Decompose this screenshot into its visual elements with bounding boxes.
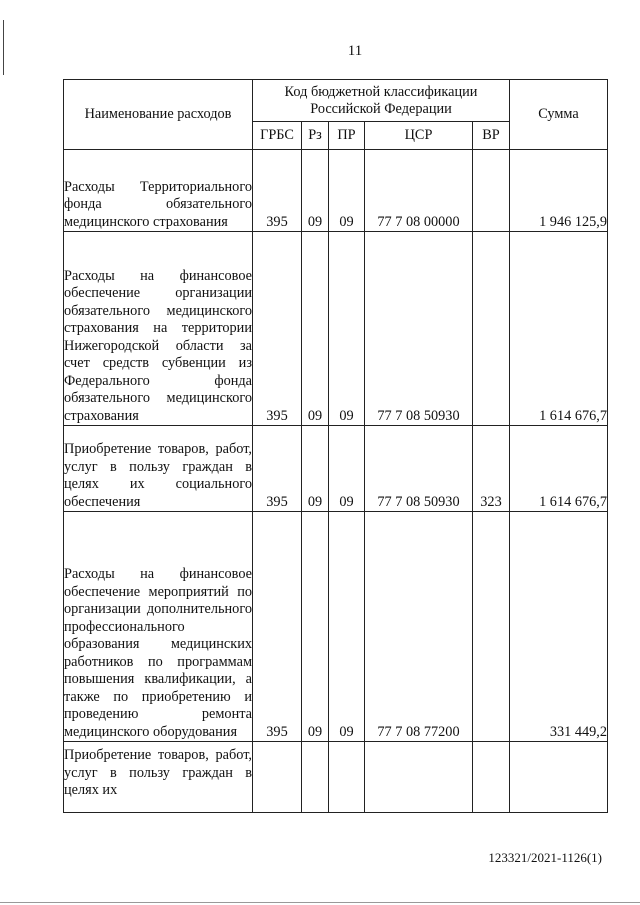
- row-grbs: 395: [253, 232, 302, 426]
- row-vr: 323: [473, 426, 510, 512]
- row-csr: 77 7 08 50930: [365, 232, 473, 426]
- header-code-group: Код бюджетной классификации Российской Федерации: [253, 80, 510, 122]
- row-sum: 1 614 676,7: [510, 232, 608, 426]
- header-rz: Рз: [302, 122, 329, 150]
- row-vr: [473, 512, 510, 742]
- row-sum: 1 614 676,7: [510, 426, 608, 512]
- row-name: Приобретение товаров, работ, услуг в пользу граждан в целях их: [64, 742, 253, 813]
- row-grbs: [253, 742, 302, 813]
- row-vr: [473, 232, 510, 426]
- header-pr: ПР: [329, 122, 365, 150]
- row-grbs: 395: [253, 150, 302, 232]
- row-sum: 1 946 125,9: [510, 150, 608, 232]
- header-vr: ВР: [473, 122, 510, 150]
- row-name: Расходы Территориального фонда обязательного медицинского страхования: [64, 150, 253, 232]
- row-pr: 09: [329, 232, 365, 426]
- row-rz: 09: [302, 512, 329, 742]
- left-scan-edge: [3, 20, 4, 75]
- page-number: 11: [347, 43, 363, 59]
- row-pr: 09: [329, 150, 365, 232]
- header-csr: ЦСР: [365, 122, 473, 150]
- row-csr: 77 7 08 50930: [365, 426, 473, 512]
- row-name: Приобретение товаров, работ, услуг в пользу граждан в целях их социального обеспечения: [64, 426, 253, 512]
- row-csr: 77 7 08 00000: [365, 150, 473, 232]
- row-pr: 09: [329, 512, 365, 742]
- row-sum: [510, 742, 608, 813]
- row-rz: 09: [302, 232, 329, 426]
- row-pr: [329, 742, 365, 813]
- header-name: Наименование расходов: [64, 80, 253, 150]
- budget-table: [63, 79, 608, 813]
- row-sum: 331 449,2: [510, 512, 608, 742]
- document-code: 123321/2021-1126(1): [488, 850, 602, 865]
- row-pr: 09: [329, 426, 365, 512]
- bottom-scan-edge: [0, 902, 640, 903]
- table-row: [64, 426, 608, 512]
- row-vr: [473, 150, 510, 232]
- table-row: [64, 742, 608, 813]
- table-row: [64, 150, 608, 232]
- row-csr: 77 7 08 77200: [365, 512, 473, 742]
- row-grbs: 395: [253, 426, 302, 512]
- table-row: [64, 512, 608, 742]
- row-vr: [473, 742, 510, 813]
- row-rz: [302, 742, 329, 813]
- row-rz: 09: [302, 150, 329, 232]
- row-name: Расходы на финансовое обеспечение мероприятий по организации дополнительного профессионального образования медицинских работников по программам повышения квалификации, а также по приобретению и проведению ремонта медицинского оборудования: [64, 512, 253, 742]
- header-sum: Сумма: [510, 80, 608, 150]
- row-rz: 09: [302, 426, 329, 512]
- row-name: Расходы на финансовое обеспечение организации обязательного медицинского страхования на территории Нижегородской области за счет средств субвенции из Федерального фонда обязательного медицинского страхования: [64, 232, 253, 426]
- table-row: [64, 232, 608, 426]
- row-csr: [365, 742, 473, 813]
- header-grbs: ГРБС: [253, 122, 302, 150]
- row-grbs: 395: [253, 512, 302, 742]
